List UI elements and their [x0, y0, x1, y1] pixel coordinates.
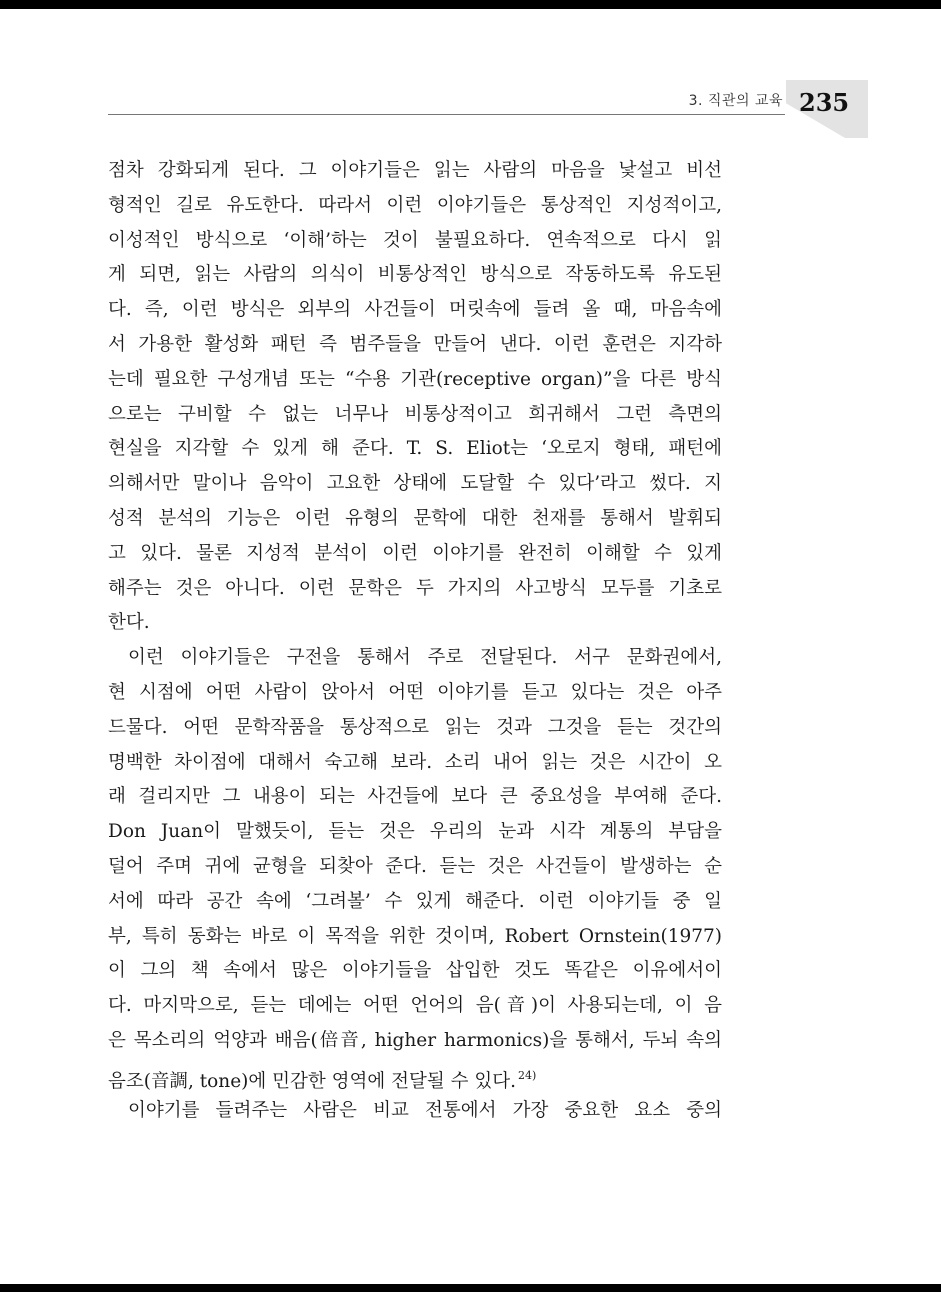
text-line: 형적인 길로 유도한다. 따라서 이런 이야기들은 통상적인 지성적이고,	[108, 194, 722, 216]
text-line: 점차 강화되게 된다. 그 이야기들은 읽는 사람의 마음을 낯설고 비선	[108, 160, 722, 181]
text-line: 다. 마지막으로, 듣는 데에는 어떤 언어의 음(音)이 사용되는데, 이 음	[108, 995, 722, 1017]
top-border-band	[0, 0, 941, 9]
text-line: 다. 즉, 이런 방식은 외부의 사건들이 머릿속에 들려 올 때, 마음속에	[108, 299, 722, 321]
text-line: 해주는 것은 아니다. 이런 문학은 두 가지의 사고방식 모두를 기초로	[108, 577, 722, 599]
text-line: 게 되면, 읽는 사람의 의식이 비통상적인 방식으로 작동하도록 유도된	[108, 264, 722, 286]
bottom-border-band	[0, 1284, 941, 1292]
text-line: 덜어 주며 귀에 균형을 되찾아 준다. 듣는 것은 사건들이 발생하는 순	[108, 855, 722, 877]
body-text	[108, 154, 722, 1128]
page-number: 235	[799, 88, 850, 117]
text-line: 현실을 지각할 수 있게 해 준다. T. S. Eliot는 ‘오로지 형태, 패턴에	[108, 438, 722, 460]
text-line	[108, 1059, 722, 1094]
text-line: 성적 분석의 기능은 이런 유형의 문학에 대한 천재를 통해서 발휘되	[108, 507, 722, 529]
text-line: 서에 따라 공간 속에 ‘그려볼’ 수 있게 해준다. 이런 이야기들 중 일	[108, 890, 722, 912]
text-line: 현 시점에 어떤 사람이 앉아서 어떤 이야기를 듣고 있다는 것은 아주	[108, 681, 722, 703]
running-header	[108, 80, 785, 115]
text-line-content: 음조(音調, tone)에 민감한 영역에 전달될 수 있다.	[108, 1070, 516, 1092]
text-line: 명백한 차이점에 대해서 숙고해 보라. 소리 내어 읽는 것은 시간이 오	[108, 751, 722, 773]
text-line: 고 있다. 물론 지성적 분석이 이런 이야기를 완전히 이해할 수 있게	[108, 542, 722, 564]
footnote-reference[interactable]: 24)	[517, 1068, 537, 1082]
text-line: Don Juan이 말했듯이, 듣는 것은 우리의 눈과 시각 계통의 부담을	[108, 821, 722, 843]
section-title: 3. 직관의 교육	[688, 93, 783, 109]
text-line: 드물다. 어떤 문학작품을 통상적으로 읽는 것과 그것을 듣는 것간의	[108, 716, 722, 738]
text-line: 부, 특히 동화는 바로 이 목적을 위한 것이며, Robert Ornstein(1977)	[108, 925, 722, 947]
text-line: 이 그의 책 속에서 많은 이야기들을 삽입한 것도 똑같은 이유에서이	[108, 960, 722, 982]
text-line: 래 걸리지만 그 내용이 되는 사건들에 보다 큰 중요성을 부여해 준다.	[108, 786, 722, 808]
text-line: 한다.	[108, 612, 150, 634]
text-line: 의해서만 말이나 음악이 고요한 상태에 도달할 수 있다’라고 썼다. 지	[108, 473, 722, 495]
text-line: 은 목소리의 억양과 배음(倍音, higher harmonics)을 통해서, 두뇌 속의	[108, 1029, 722, 1051]
text-line: 는데 필요한 구성개념 또는 “수용 기관(receptive organ)”을 다른 방식	[108, 368, 722, 390]
text-line: 이성적인 방식으로 ‘이해’하는 것이 불필요하다. 연속적으로 다시 읽	[108, 229, 722, 251]
text-line: 서 가용한 활성화 패턴 즉 범주들을 만들어 낸다. 이런 훈련은 지각하	[108, 333, 722, 355]
paragraph-start-line: 이런 이야기들은 구전을 통해서 주로 전달된다. 서구 문화권에서,	[128, 647, 722, 669]
paragraph-start-line: 이야기를 들려주는 사람은 비교 전통에서 가장 중요한 요소 중의	[128, 1099, 722, 1121]
text-line: 으로는 구비할 수 없는 너무나 비통상적이고 희귀해서 그런 측면의	[108, 403, 722, 425]
